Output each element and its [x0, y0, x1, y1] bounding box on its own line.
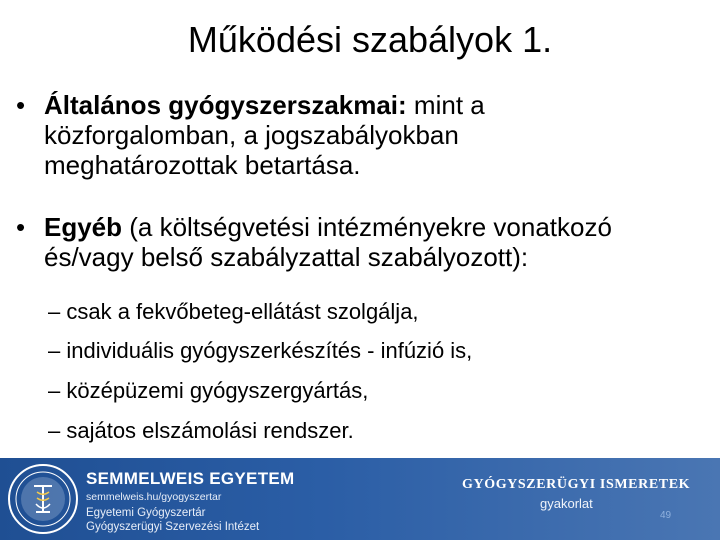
sub-item: – individuális gyógyszerkészítés - infúzió is, — [48, 338, 473, 363]
bullet-line: és/vagy belső szabályzattal szabályozott): — [44, 242, 529, 272]
bullet-text: (a költségvetési intézményekre vonatkozó — [122, 212, 612, 242]
university-name: SEMMELWEIS EGYETEM — [86, 469, 295, 488]
course-type: gyakorlat — [540, 496, 593, 511]
bullet-line: közforgalomban, a jogszabályokban — [44, 120, 459, 150]
bullet-dot: • — [16, 90, 26, 120]
sub-item: – sajátos elszámolási rendszer. — [48, 418, 354, 443]
bullet-dot: • — [16, 212, 26, 242]
slide-title: Működési szabályok 1. — [187, 19, 553, 60]
university-seal-icon — [6, 462, 80, 536]
bullet-item-general — [16, 90, 694, 180]
bullet-text: mint a — [406, 90, 485, 120]
bullet-bold-term: Általános gyógyszerszakmai: — [44, 90, 407, 120]
bullet-line — [44, 212, 694, 242]
course-title: GYÓGYSZERÜGYI ISMERETEK — [462, 477, 691, 492]
footer-url: semmelweis.hu/gyogyszertar — [86, 491, 222, 503]
bullet-item-other — [16, 212, 694, 272]
footer-band — [0, 458, 720, 540]
bullet-line: meghatározottak betartása. — [44, 150, 361, 180]
footer-department-2: Gyógyszerügyi Szervezési Intézet — [86, 521, 260, 533]
page-number: 49 — [660, 510, 672, 521]
sub-item: – csak a fekvőbeteg-ellátást szolgálja, — [48, 299, 419, 324]
footer-department-1: Egyetemi Gyógyszertár — [86, 507, 206, 519]
bullet-bold-term: Egyéb — [44, 212, 123, 242]
bullet-line — [44, 90, 694, 120]
sub-item: – középüzemi gyógyszergyártás, — [48, 378, 369, 403]
